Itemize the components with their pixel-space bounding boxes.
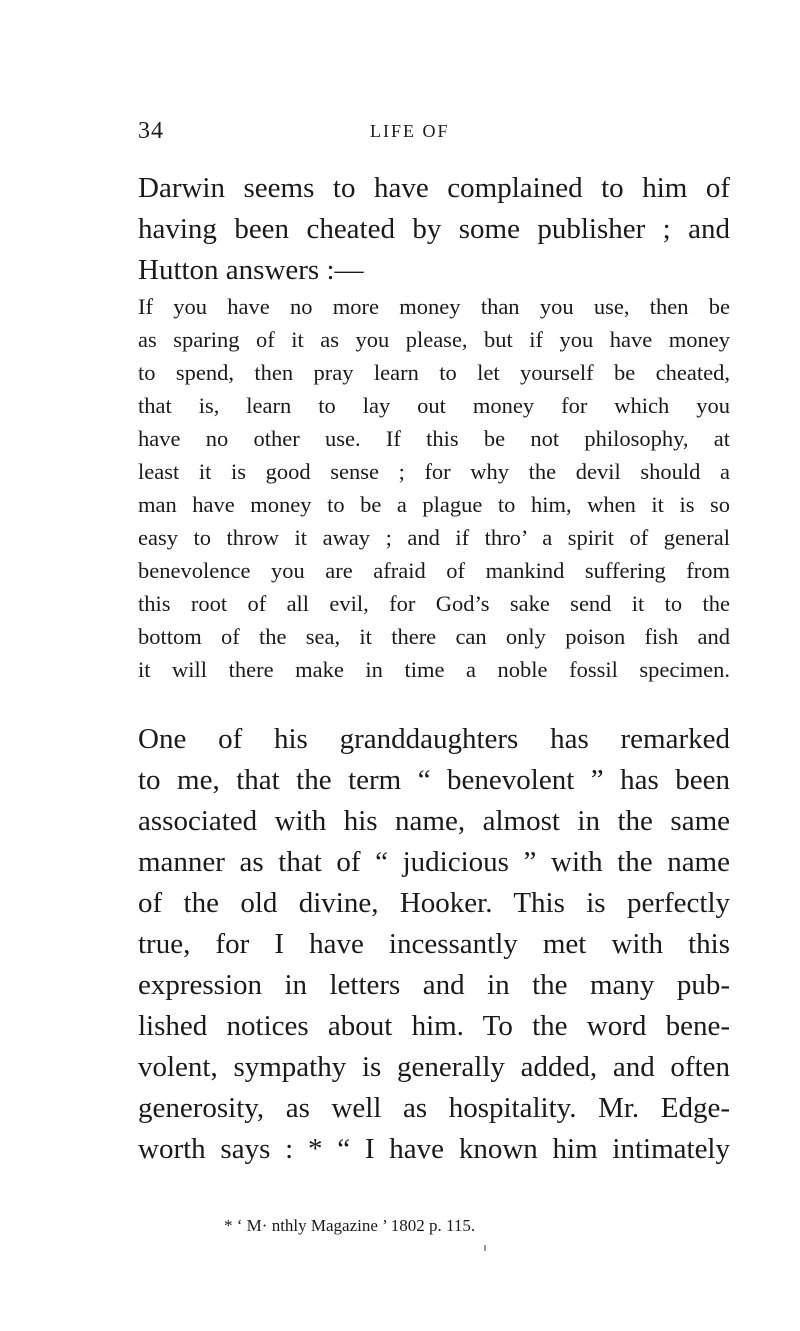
text-line: of the old divine, Hooker. This is perfectly [138,887,730,919]
page-number: 34 [138,118,164,144]
print-speck [484,1245,486,1251]
quote-line: have no other use. If this be not philosophy, at [138,426,730,451]
text-line: worth says : * “ I have known him intimately [138,1133,730,1165]
text-line: lished notices about him. To the word bene- [138,1010,730,1042]
main-paragraph [138,719,730,1170]
text-line: true, for I have incessantly met with this [138,928,730,960]
text-line: manner as that of “ judicious ” with the name [138,846,730,878]
running-title: LIFE OF [370,121,450,141]
text-line: generosity, as well as hospitality. Mr. Edge- [138,1092,730,1124]
text-line: Hutton answers :— [138,254,364,286]
quote-line: it will there make in time a noble fossil specimen. [138,657,730,682]
quote-line: benevolence you are afraid of mankind suffering from [138,558,730,583]
intro-paragraph [138,168,730,291]
text-line: volent, sympathy is generally added, and often [138,1051,730,1083]
text-line: expression in letters and in the many pub- [138,969,730,1001]
quote-line: easy to throw it away ; and if thro’ a spirit of general [138,525,730,550]
text-line: associated with his name, almost in the same [138,805,730,837]
text-line: One of his granddaughters has remarked [138,723,730,755]
running-head [138,118,728,148]
quote-line: If you have no more money than you use, then be [138,294,730,319]
quote-line: that is, learn to lay out money for which you [138,393,730,418]
quote-line: man have money to be a plague to him, when it is so [138,492,730,517]
quote-line: bottom of the sea, it there can only poison fish and [138,624,730,649]
hutton-quotation [138,290,730,686]
text-line: having been cheated by some publisher ; and [138,213,730,245]
quote-line: least it is good sense ; for why the devil should a [138,459,730,484]
text-line: Darwin seems to have complained to him of [138,172,730,204]
quote-line: this root of all evil, for God’s sake send it to the [138,591,730,616]
quote-line: as sparing of it as you please, but if you have money [138,327,730,352]
quote-line: to spend, then pray learn to let yourself be cheated, [138,360,730,385]
footnote: * ‘ M· nthly Magazine ’ 1802 p. 115. [224,1216,476,1235]
text-line: to me, that the term “ benevolent ” has been [138,764,730,796]
